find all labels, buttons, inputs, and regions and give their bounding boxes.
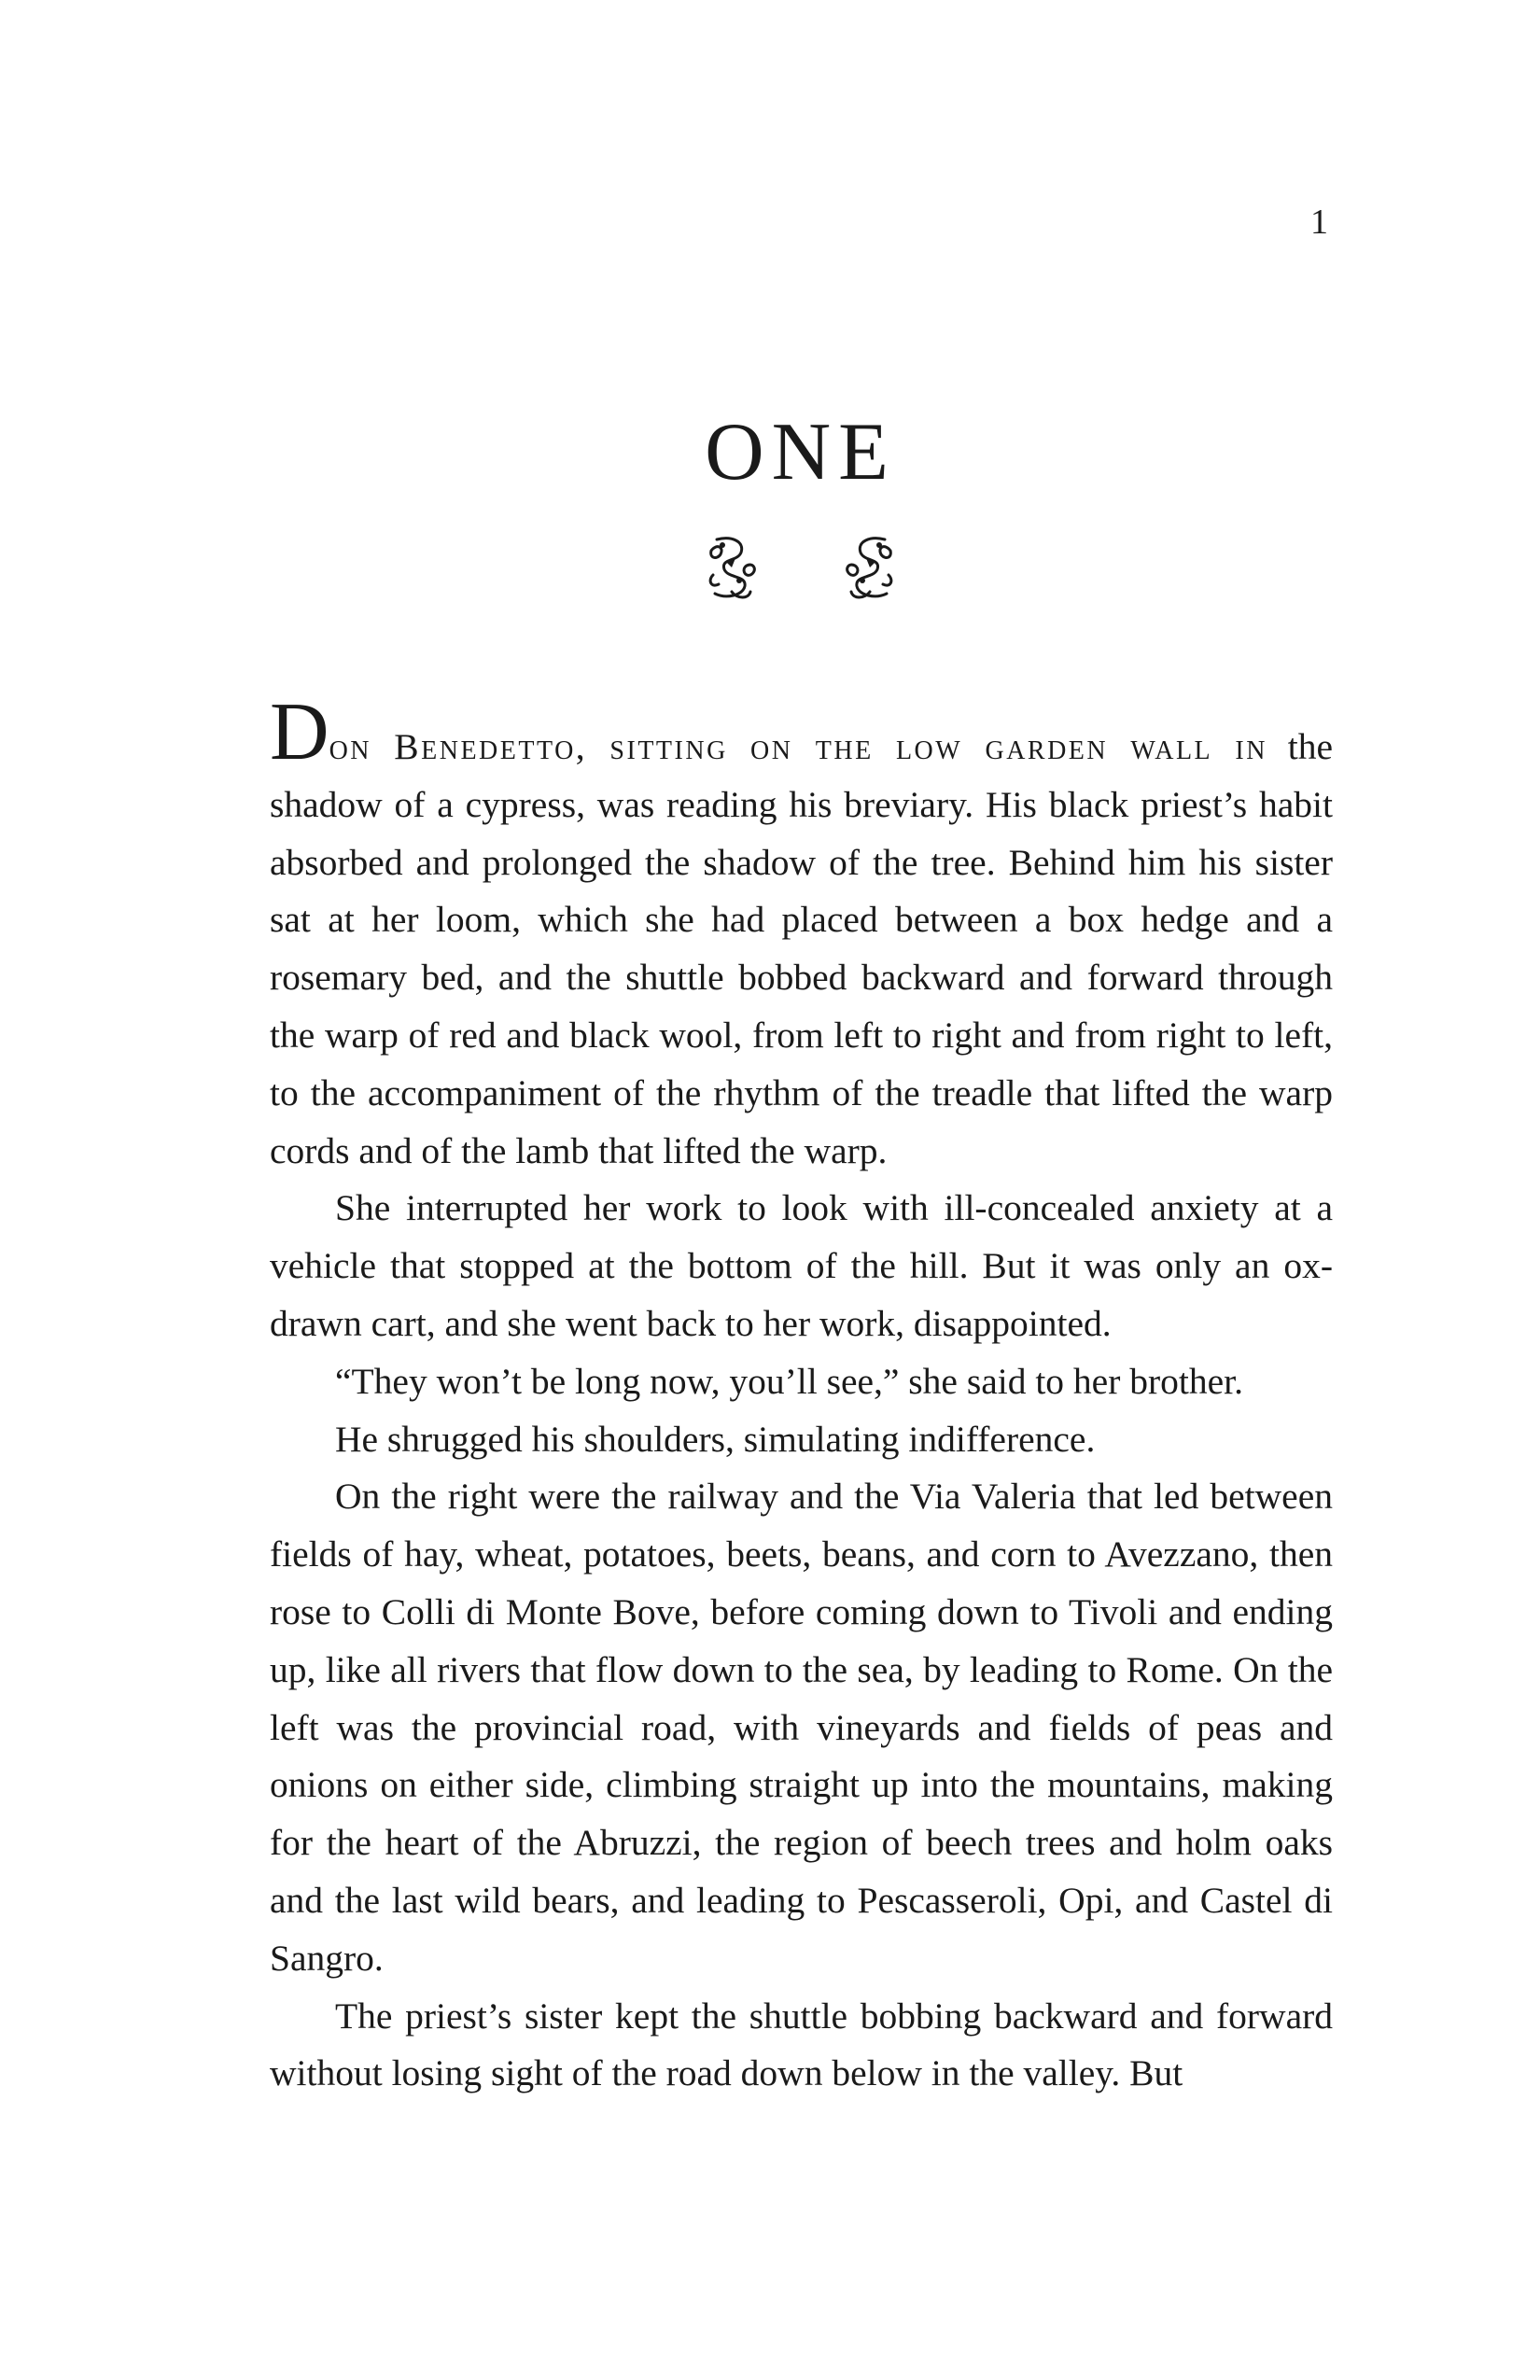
chapter-ornaments	[0, 534, 1540, 603]
opening-small-caps: on Benedetto, sitting on the low garden wall in	[329, 726, 1267, 767]
paragraph: On the right were the railway and the Via Valeria that led between fields of hay, wheat, potatoes, beets, beans, and corn to Avezzano, then rose to Colli di Monte Bove, before coming down to Tivoli and ending up, like all rivers that flow down to the sea, by leading to Rome. On the left was the provincial road, with vineyards and fields of peas and onions on either side, climbing straight up into the mountains, making for the heart of the Abruzzi, the region of beech trees and holm oaks and the last wild bears, and leading to Pescasseroli, Opi, and Castel di Sangro.	[270, 1476, 1333, 1979]
page-number: 1	[1310, 203, 1329, 242]
paragraph: He shrugged his shoulders, simulating indifference.	[335, 1418, 1096, 1460]
paragraph: She interrupted her work to look with ill-concealed anxiety at a vehicle that stopped at the bottom of the hill. But it was only an ox-drawn cart, and she went back to her work, disappointed.	[270, 1187, 1333, 1344]
drop-cap: D	[270, 687, 329, 777]
paragraph: “They won’t be long now, you’ll see,” she said to her brother.	[335, 1360, 1243, 1402]
chapter-title: ONE	[705, 406, 896, 497]
left-floral-ornament-icon	[704, 534, 760, 603]
opening-text: the shadow of a cypress, was reading his breviary. His black priest’s habit absorbed and prolonged the shadow of the tree. Behind him his sister sat at her loom, which she had placed between a box hedge and a rosemary bed, and the shuttle bobbed backward and forward through the warp of red and black wool, from left to right and from right to left, to the accompaniment of the rhythm of the treadle that lifted the warp cords and of the lamb that lifted the warp.	[270, 726, 1333, 1171]
paragraph: The priest’s sister kept the shuttle bobbing backward and forward without losing sight of the road down below in the valley. But	[270, 1995, 1333, 2094]
right-floral-ornament-icon	[842, 534, 898, 603]
body-text	[270, 687, 1333, 2103]
opening-paragraph	[270, 687, 1333, 1180]
